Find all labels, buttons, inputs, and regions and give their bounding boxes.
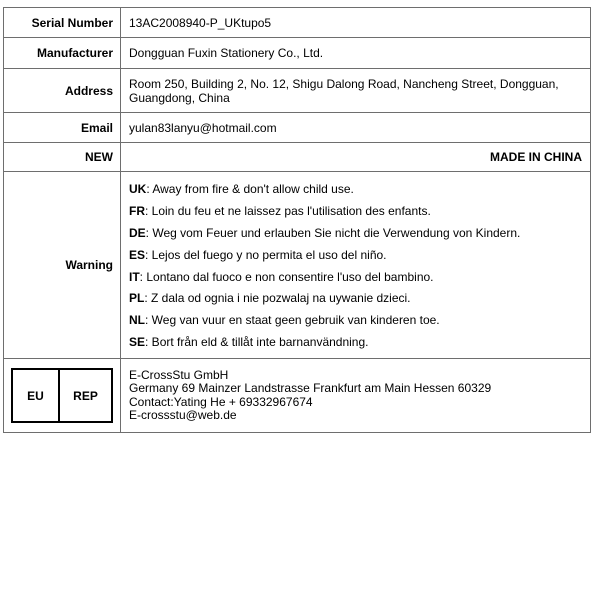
warning-item bbox=[129, 310, 520, 332]
address-value: Room 250, Building 2, No. 12, Shigu Dalong Road, Nancheng Street, Dongguan, Guangdong, China bbox=[129, 76, 559, 105]
warning-item bbox=[129, 223, 520, 245]
eu-rep-symbol bbox=[11, 368, 113, 423]
warning-text: : Z dala od ognia i nie pozwalaj na uywanie dzieci. bbox=[144, 291, 411, 306]
email-label: Email bbox=[4, 113, 121, 142]
warning-item bbox=[129, 245, 520, 267]
warning-item bbox=[129, 201, 520, 223]
warning-item bbox=[129, 332, 520, 354]
warning-lang-code: NL bbox=[129, 313, 145, 328]
warning-item bbox=[129, 267, 520, 289]
eu-rep-details bbox=[121, 359, 590, 432]
eu-label: EU bbox=[13, 370, 60, 421]
warning-lang-code: UK bbox=[129, 182, 147, 197]
warning-text: : Loin du feu et ne laissez pas l'utilisation des enfants. bbox=[145, 204, 431, 219]
made-in-china-value: MADE IN CHINA bbox=[490, 150, 582, 164]
address-row bbox=[4, 69, 590, 113]
address-value-cell bbox=[121, 69, 590, 112]
warning-text: : Weg vom Feuer und erlauben Sie nicht die Verwendung von Kindern. bbox=[145, 225, 521, 240]
rep-label: REP bbox=[73, 388, 98, 403]
warning-lang-code: DE bbox=[129, 225, 146, 240]
new-label: NEW bbox=[4, 143, 121, 171]
manufacturer-label: Manufacturer bbox=[4, 38, 121, 68]
warning-text: : Lejos del fuego y no permita el uso del niño. bbox=[145, 247, 387, 262]
new-row bbox=[4, 143, 590, 172]
warning-item bbox=[129, 179, 520, 201]
product-info-table bbox=[3, 7, 591, 433]
warning-text: : Weg van vuur en staat geen gebruik van kinderen toe. bbox=[145, 313, 440, 328]
serial-number-value: 13AC2008940-P_UKtupo5 bbox=[129, 15, 272, 30]
warning-lang-code: ES bbox=[129, 247, 146, 262]
serial-number-row bbox=[4, 8, 590, 38]
warning-text: : Away from fire & don't allow child use. bbox=[146, 182, 354, 197]
eu-rep-symbol-cell bbox=[4, 359, 121, 432]
address-label: Address bbox=[4, 69, 121, 112]
warning-label: Warning bbox=[4, 172, 121, 358]
email-row bbox=[4, 113, 590, 143]
email-value: yulan83lanyu@hotmail.com bbox=[129, 120, 277, 135]
warning-item bbox=[129, 288, 520, 310]
warning-list bbox=[129, 176, 520, 353]
serial-number-label: Serial Number bbox=[4, 8, 121, 37]
eu-rep-row bbox=[4, 359, 590, 432]
warning-lang-code: IT bbox=[129, 269, 140, 284]
manufacturer-value: Dongguan Fuxin Stationery Co., Ltd. bbox=[129, 46, 324, 60]
eu-rep-contact: Contact:Yating He + 69332967674 bbox=[129, 394, 313, 409]
manufacturer-row bbox=[4, 38, 590, 69]
eu-rep-company: E-CrossStu GmbH bbox=[129, 367, 229, 382]
warning-lang-code: SE bbox=[129, 334, 146, 349]
warning-list-cell bbox=[121, 172, 590, 358]
warning-text: : Bort från eld & tillåt inte barnanvändning. bbox=[145, 334, 369, 349]
eu-rep-address: Germany 69 Mainzer Landstrasse Frankfurt am Main Hessen 60329 bbox=[129, 381, 492, 395]
warning-lang-code: FR bbox=[129, 204, 145, 219]
eu-rep-email: E-crossstu@web.de bbox=[129, 408, 237, 422]
warning-row bbox=[4, 172, 590, 359]
warning-text: : Lontano dal fuoco e non consentire l'uso del bambino. bbox=[139, 269, 434, 284]
warning-lang-code: PL bbox=[129, 291, 145, 306]
